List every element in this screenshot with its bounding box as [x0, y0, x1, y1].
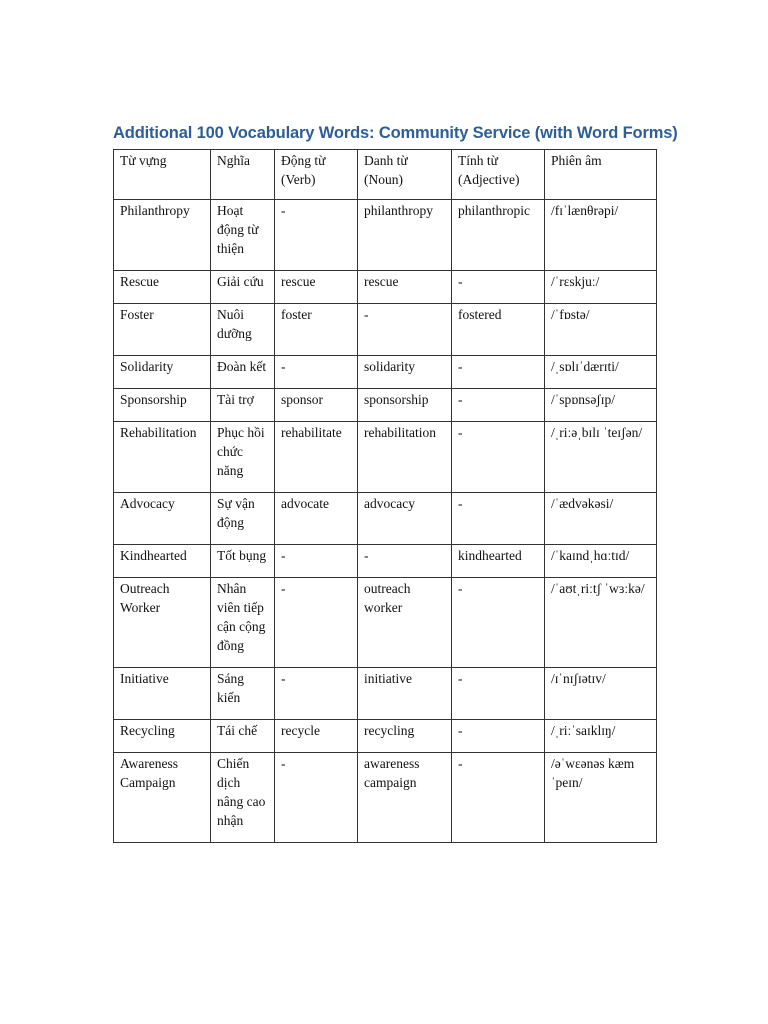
- cell-word: Foster: [114, 304, 211, 356]
- column-header-adjective: Tính từ (Adjective): [452, 150, 545, 200]
- cell-pronunciation: /ˈfɒstə/: [545, 304, 657, 356]
- cell-meaning: Tốt bụng: [211, 545, 275, 578]
- cell-meaning: Hoạt động từ thiện: [211, 200, 275, 271]
- cell-noun: outreach worker: [358, 578, 452, 668]
- cell-adjective: fostered: [452, 304, 545, 356]
- cell-pronunciation: /ˈædvəkəsi/: [545, 493, 657, 545]
- table-header-row: [114, 150, 657, 200]
- column-header-verb: Động từ (Verb): [275, 150, 358, 200]
- cell-word: Recycling: [114, 720, 211, 753]
- cell-word: Rehabilitation: [114, 422, 211, 493]
- cell-word: Rescue: [114, 271, 211, 304]
- cell-noun: sponsorship: [358, 389, 452, 422]
- cell-verb: advocate: [275, 493, 358, 545]
- cell-meaning: Tái chế: [211, 720, 275, 753]
- table-row: [114, 753, 657, 843]
- cell-noun: rehabilitation: [358, 422, 452, 493]
- cell-verb: -: [275, 356, 358, 389]
- table-row: [114, 389, 657, 422]
- table-row: [114, 356, 657, 389]
- cell-pronunciation: /əˈwɛənəs kæmˈpeɪn/: [545, 753, 657, 843]
- cell-pronunciation: /fɪˈlænθrəpi/: [545, 200, 657, 271]
- table-row: [114, 304, 657, 356]
- cell-adjective: kindhearted: [452, 545, 545, 578]
- column-header-word: Từ vựng: [114, 150, 211, 200]
- table-row: [114, 578, 657, 668]
- cell-noun: philanthropy: [358, 200, 452, 271]
- cell-meaning: Nhân viên tiếp cận cộng đồng: [211, 578, 275, 668]
- cell-word: Philanthropy: [114, 200, 211, 271]
- page-title: Additional 100 Vocabulary Words: Community Service (with Word Forms): [113, 124, 678, 142]
- cell-word: Advocacy: [114, 493, 211, 545]
- cell-pronunciation: /ˈrɛskjuː/: [545, 271, 657, 304]
- cell-adjective: -: [452, 753, 545, 843]
- cell-meaning: Sự vận động: [211, 493, 275, 545]
- cell-verb: rehabilitate: [275, 422, 358, 493]
- cell-meaning: Đoàn kết: [211, 356, 275, 389]
- cell-adjective: -: [452, 422, 545, 493]
- cell-verb: -: [275, 200, 358, 271]
- cell-pronunciation: /ˈaʊtˌriːtʃ ˈwɜːkə/: [545, 578, 657, 668]
- cell-adjective: -: [452, 578, 545, 668]
- cell-verb: recycle: [275, 720, 358, 753]
- cell-verb: rescue: [275, 271, 358, 304]
- cell-pronunciation: /ˈkaɪndˌhɑːtɪd/: [545, 545, 657, 578]
- table-row: [114, 422, 657, 493]
- cell-verb: sponsor: [275, 389, 358, 422]
- table-row: [114, 200, 657, 271]
- cell-pronunciation: /ˌriːˈsaɪklɪŋ/: [545, 720, 657, 753]
- cell-verb: -: [275, 668, 358, 720]
- cell-noun: initiative: [358, 668, 452, 720]
- cell-pronunciation: /ˌsɒlɪˈdærɪti/: [545, 356, 657, 389]
- cell-word: Awareness Campaign: [114, 753, 211, 843]
- cell-word: Initiative: [114, 668, 211, 720]
- column-header-meaning: Nghĩa: [211, 150, 275, 200]
- cell-noun: solidarity: [358, 356, 452, 389]
- cell-noun: -: [358, 304, 452, 356]
- column-header-noun: Danh từ (Noun): [358, 150, 452, 200]
- cell-meaning: Sáng kiến: [211, 668, 275, 720]
- cell-verb: -: [275, 578, 358, 668]
- cell-pronunciation: /ɪˈnɪʃɪətɪv/: [545, 668, 657, 720]
- cell-adjective: -: [452, 493, 545, 545]
- column-header-pronunciation: Phiên âm: [545, 150, 657, 200]
- cell-pronunciation: /ˌriːəˌbɪlɪ ˈteɪʃən/: [545, 422, 657, 493]
- cell-meaning: Giải cứu: [211, 271, 275, 304]
- table-row: [114, 545, 657, 578]
- cell-adjective: -: [452, 389, 545, 422]
- cell-pronunciation: /ˈspɒnsəʃɪp/: [545, 389, 657, 422]
- cell-adjective: philanthropic: [452, 200, 545, 271]
- cell-meaning: Chiến dịch nâng cao nhận: [211, 753, 275, 843]
- cell-meaning: Nuôi dưỡng: [211, 304, 275, 356]
- cell-noun: -: [358, 545, 452, 578]
- table-row: [114, 668, 657, 720]
- cell-adjective: -: [452, 668, 545, 720]
- cell-adjective: -: [452, 720, 545, 753]
- table-row: [114, 720, 657, 753]
- cell-meaning: Tài trợ: [211, 389, 275, 422]
- table-row: [114, 493, 657, 545]
- cell-noun: advocacy: [358, 493, 452, 545]
- cell-noun: rescue: [358, 271, 452, 304]
- cell-word: Sponsorship: [114, 389, 211, 422]
- vocabulary-table: [113, 149, 657, 843]
- cell-word: Kindhearted: [114, 545, 211, 578]
- cell-adjective: -: [452, 271, 545, 304]
- cell-verb: -: [275, 545, 358, 578]
- cell-adjective: -: [452, 356, 545, 389]
- cell-verb: foster: [275, 304, 358, 356]
- cell-noun: recycling: [358, 720, 452, 753]
- cell-word: Solidarity: [114, 356, 211, 389]
- table-row: [114, 271, 657, 304]
- cell-noun: awareness campaign: [358, 753, 452, 843]
- cell-verb: -: [275, 753, 358, 843]
- cell-word: Outreach Worker: [114, 578, 211, 668]
- cell-meaning: Phục hồi chức năng: [211, 422, 275, 493]
